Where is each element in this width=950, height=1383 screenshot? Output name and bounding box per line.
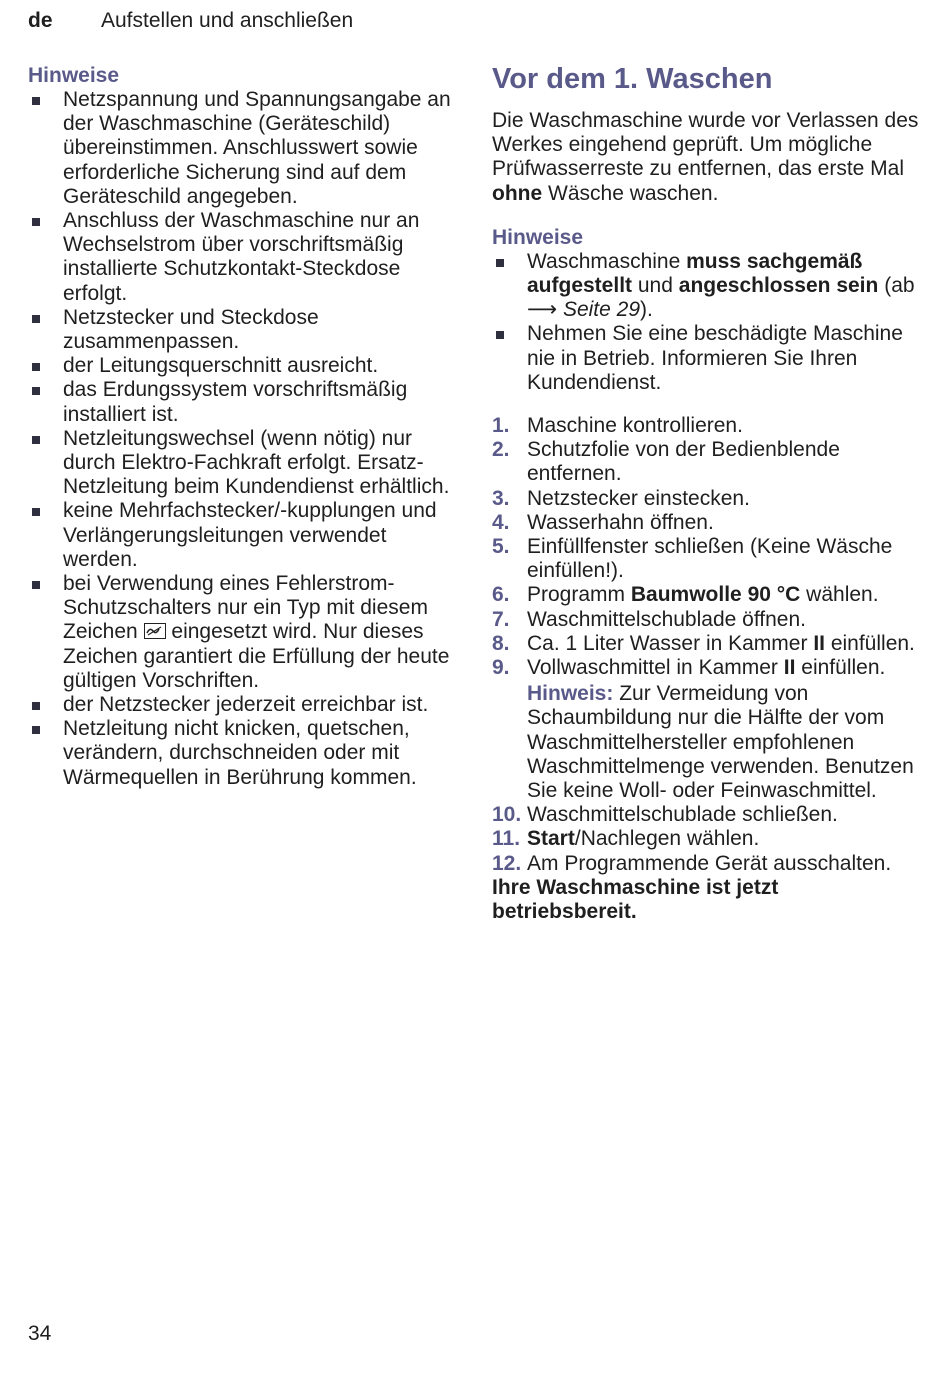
list-item	[28, 209, 458, 306]
list-item-bold: angeschlossen sein	[678, 274, 879, 298]
bullet-square-icon	[496, 331, 504, 339]
step-text: Am Programmende Gerät ausschalten.	[527, 851, 892, 875]
bullet-square-icon	[32, 702, 40, 710]
list-item	[28, 499, 458, 572]
step-item	[492, 632, 922, 656]
list-item	[28, 427, 458, 500]
step-text: Einfüllfenster schließen (Keine Wäsche einfüllen!).	[527, 535, 893, 583]
right-hinweise-heading: Hinweise	[492, 225, 584, 249]
step-text: Waschmittelschublade schließen.	[527, 803, 838, 827]
step-item	[492, 438, 922, 486]
list-item-text: Netzleitungswechsel (wenn nötig) nur durch Elektro-Fachkraft erfolgt. Ersatz-Netzleitung beim Kundendienst erhältlich.	[63, 426, 450, 499]
list-item	[28, 354, 458, 378]
step-number: 2.	[492, 438, 510, 462]
step-text: wählen.	[806, 583, 879, 607]
list-item	[28, 88, 458, 209]
list-item-text: Nehmen Sie eine beschädigte Maschine nie in Betrieb. Informieren Sie Ihren Kundendienst.	[527, 322, 903, 394]
right-bullet-list	[492, 250, 922, 395]
step-text: /Nachlegen wählen.	[574, 827, 760, 851]
list-item-text: der Leitungsquerschnitt ausreicht.	[63, 354, 379, 378]
intro-text: Die Waschmaschine wurde vor Verlassen des Werkes eingehend geprüft. Um mögliche Prüfwasserreste zu entfernen, das erste Mal	[492, 109, 919, 181]
bullet-square-icon	[32, 581, 40, 589]
bullet-square-icon	[32, 726, 40, 734]
list-item-text: bei Verwendung eines Fehlerstrom-Schutzschalters nur ein Typ mit diesem Zeichen	[63, 572, 428, 644]
left-bullet-list	[28, 88, 458, 790]
step-item	[492, 608, 922, 632]
step-number: 10.	[492, 803, 522, 827]
list-item-text: Waschmaschine	[527, 249, 681, 273]
bullet-square-icon	[32, 315, 40, 323]
step-text: einfüllen.	[830, 631, 915, 655]
step-number: 8.	[492, 631, 510, 655]
list-item-text: Anschluss der Waschmaschine nur an Wechselstrom über vorschriftsmäßig installierte Schutzkontakt-Steckdose erfolgt.	[63, 209, 420, 305]
section-heading: Vor dem 1. Waschen	[492, 63, 773, 95]
arrow-right-icon: ⟶	[527, 298, 558, 322]
bullet-square-icon	[32, 97, 40, 105]
step-item	[492, 535, 922, 583]
step-text: Schutzfolie von der Bedienblende entfernen.	[527, 438, 840, 486]
list-item-bold: muss sachgemäß aufgestellt	[527, 249, 863, 298]
list-item	[492, 322, 922, 395]
step-item	[492, 511, 922, 535]
step-text: einfüllen.	[801, 656, 886, 680]
intro-bold: ohne	[492, 181, 543, 205]
intro-paragraph	[492, 109, 922, 206]
step-item	[492, 803, 922, 827]
step-item	[492, 487, 922, 511]
step-text: Vollwaschmittel in Kammer	[527, 656, 778, 680]
step-item	[492, 583, 922, 607]
language-code: de	[28, 9, 53, 32]
final-statement: Ihre Waschmaschine ist jetzt betriebsbereit.	[492, 875, 779, 924]
list-item-text: Netzstecker und Steckdose zusammenpassen.	[63, 305, 319, 354]
step-text: Waschmittelschublade öffnen.	[527, 607, 806, 631]
step-number: 1.	[492, 414, 510, 438]
bullet-square-icon	[32, 218, 40, 226]
chamber-label: II	[813, 631, 825, 655]
page-number: 34	[28, 1322, 52, 1345]
step-text: Ca. 1 Liter Wasser in Kammer	[527, 631, 808, 655]
note-label: Hinweis:	[527, 682, 614, 706]
section-title: Aufstellen und anschließen	[101, 9, 354, 32]
bullet-square-icon	[32, 363, 40, 371]
step-number: 3.	[492, 486, 510, 510]
button-name: Start	[527, 827, 575, 851]
bullet-square-icon	[496, 259, 504, 267]
list-item	[28, 717, 458, 790]
list-item-text: ).	[640, 298, 653, 322]
step-item	[492, 827, 922, 851]
intro-text: Wäsche waschen.	[548, 181, 719, 205]
list-item-text: eingesetzt wird. Nur dieses Zeichen garantiert die Erfüllung der heute gültigen Vorschriften.	[63, 620, 450, 692]
list-item-text: (ab	[884, 274, 915, 298]
step-text: Programm	[527, 583, 626, 607]
chamber-label: II	[783, 656, 796, 680]
list-item-text: das Erdungssystem vorschriftsmäßig installiert ist.	[63, 378, 408, 426]
step-text: Wasserhahn öffnen.	[527, 510, 714, 534]
step-text: Netzstecker einstecken.	[527, 486, 750, 510]
bullet-square-icon	[32, 508, 40, 516]
list-item-text: keine Mehrfachstecker/-kupplungen und Verlängerungsleitungen verwendet werden.	[63, 499, 437, 571]
page-reference-link[interactable]: Seite 29	[562, 298, 641, 322]
bullet-square-icon	[32, 436, 40, 444]
left-column	[28, 62, 458, 790]
step-number: 4.	[492, 510, 510, 534]
list-item-text: Netzleitung nicht knicken, quetschen, verändern, durchschneiden oder mit Wärmequellen in Berührung kommen.	[63, 717, 417, 789]
step-number: 6.	[492, 583, 510, 607]
list-item-text: Netzspannung und Spannungsangabe an der Waschmaschine (Geräteschild) übereinstimmen. Anschlusswert sowie erforderliche Sicherung sind auf dem Geräteschild angegeben.	[63, 88, 451, 208]
step-item	[492, 656, 922, 803]
step-text: Maschine kontrollieren.	[527, 414, 743, 438]
list-item-text: und	[637, 274, 673, 298]
list-item	[28, 693, 458, 717]
right-column	[492, 62, 922, 924]
list-item	[28, 306, 458, 354]
step-number: 11.	[492, 827, 521, 851]
step-number: 12.	[492, 851, 522, 875]
step-item	[492, 414, 922, 438]
left-hinweise-heading: Hinweise	[28, 64, 120, 87]
list-item	[28, 378, 458, 426]
list-item-text: der Netzstecker jederzeit erreichbar ist.	[63, 693, 429, 717]
step-number: 9.	[492, 656, 510, 680]
note-text: Zur Vermeidung von Schaumbildung nur die Hälfte der vom Waschmittelhersteller empfohlenen Waschmittelmenge verwenden. Benutzen Sie keine Woll- oder Feinwaschmittel.	[527, 682, 914, 803]
list-item	[28, 572, 458, 693]
list-item	[492, 250, 922, 323]
program-name: Baumwolle 90 °C	[630, 583, 801, 607]
step-number: 7.	[492, 607, 510, 631]
step-item	[492, 852, 922, 876]
bullet-square-icon	[32, 387, 40, 395]
step-note	[527, 682, 922, 803]
step-number: 5.	[492, 535, 510, 559]
rcd-symbol-icon	[144, 623, 166, 639]
steps-list	[492, 414, 922, 876]
